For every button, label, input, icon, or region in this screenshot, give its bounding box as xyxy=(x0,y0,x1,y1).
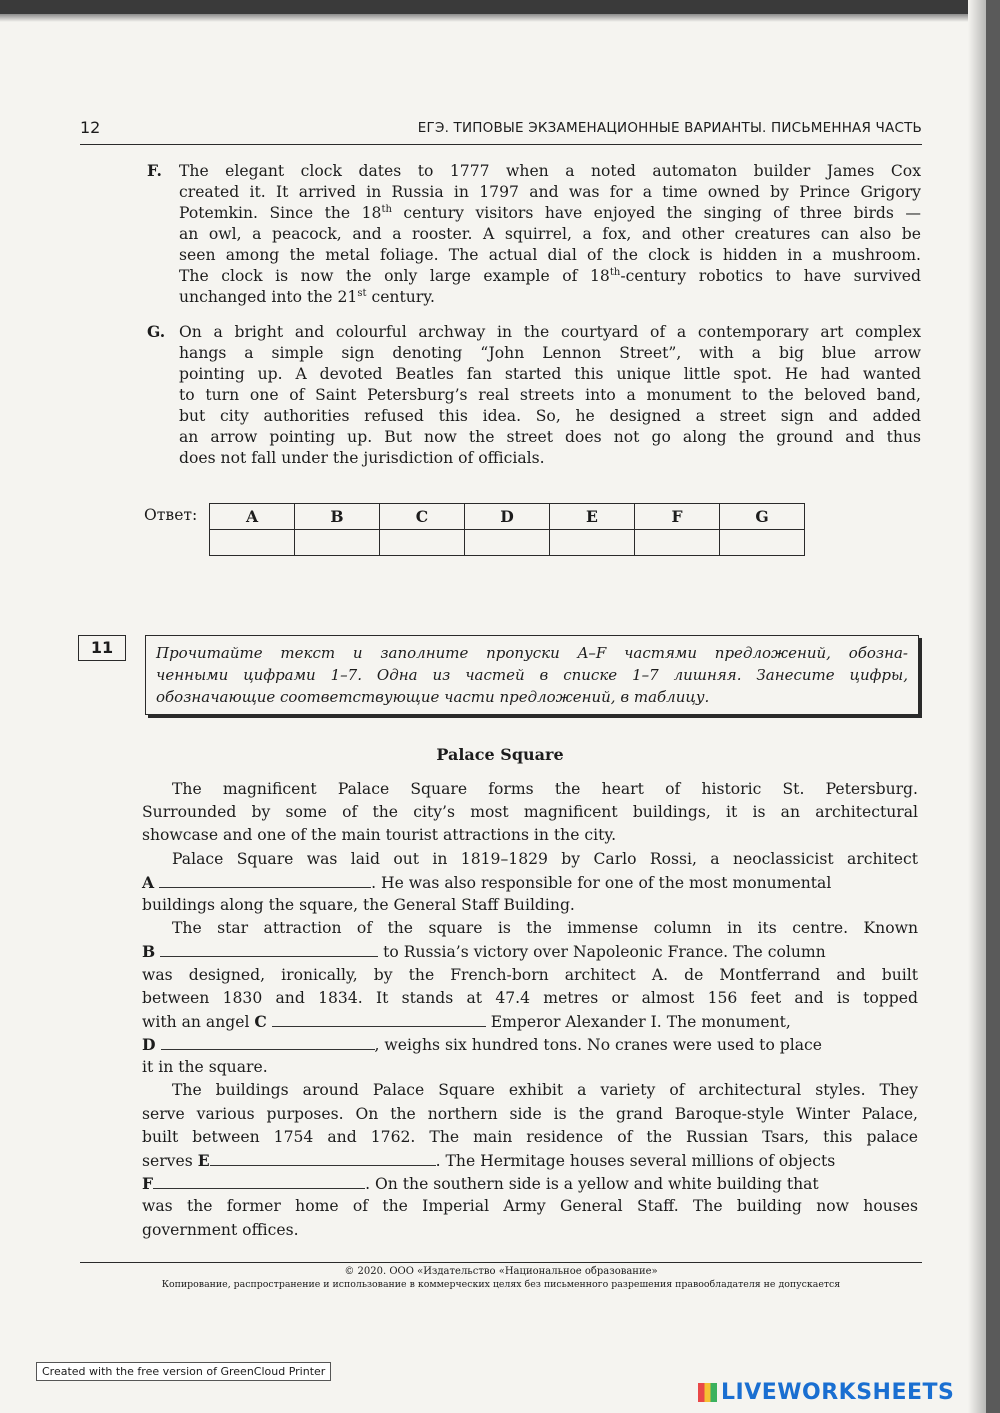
gap-label-f: F xyxy=(142,1174,154,1194)
gap-label-a: A xyxy=(142,872,155,892)
task-number-box: 11 xyxy=(78,635,126,661)
passage-line: The magnificent Palace Square forms the heart of historic St. Petersburg. xyxy=(172,780,918,798)
paragraph-g-label: G. xyxy=(147,322,166,341)
passage-text: to Russia’s victory over Napoleonic France. The column xyxy=(383,943,826,962)
gap-d-blank[interactable] xyxy=(161,1035,375,1050)
passage-line: The star attraction of the square is the immense column in its centre. Known xyxy=(172,919,918,938)
scan-edge-top xyxy=(0,0,1000,14)
passage-line: showcase and one of the main tourist attractions in the city. xyxy=(142,826,617,845)
scan-edge-right xyxy=(986,0,1000,1413)
text-title: Palace Square xyxy=(436,745,564,764)
header-title: ЕГЭ. ТИПОВЫЕ ЭКЗАМЕНАЦИОННЫЕ ВАРИАНТЫ. ПИСЬМЕННАЯ ЧАСТЬ xyxy=(417,120,922,136)
passage-line: was designed, ironically, by the French-born architect A. de Montferrand and built xyxy=(142,965,918,984)
paragraph-g-line: does not fall under the jurisdiction of officials. xyxy=(179,449,545,467)
passage-line-gap-d xyxy=(142,1033,918,1056)
instruction-line: Прочитайте текст и заполните пропуски A–F частями предложений, обозна- xyxy=(156,644,908,662)
gap-label-d: D xyxy=(142,1035,156,1055)
liveworksheets-logo xyxy=(698,1380,954,1405)
passage-text: . He was also responsible for one of the most monumental xyxy=(371,873,832,892)
gap-label-c: C xyxy=(254,1011,267,1031)
answer-cell-e[interactable] xyxy=(550,530,635,556)
answer-table-block xyxy=(144,503,812,557)
passage-text: Emperor Alexander I. The monument, xyxy=(490,1012,791,1031)
page-header xyxy=(80,116,922,145)
passage-line-gap-e xyxy=(142,1149,918,1172)
passage-text: . The Hermitage houses several millions of objects xyxy=(435,1152,836,1170)
passage-line: was the former home of the Imperial Army General Staff. The building now houses xyxy=(142,1197,918,1216)
liveworksheets-icon xyxy=(698,1383,717,1402)
paragraph-f-line: seen among the metal foliage. The actual dial of the clock is hidden in a mushroom. xyxy=(179,246,921,264)
footer-copyright: © 2020. ООО «Издательство «Национальное образование» xyxy=(344,1266,658,1277)
passage-text: , weighs six hundred tons. No cranes were used to place xyxy=(374,1036,823,1055)
paragraph-g-line: pointing up. A devoted Beatles fan started this unique little spot. He had wanted xyxy=(179,365,921,383)
answer-cell-a[interactable] xyxy=(210,530,295,556)
instruction-line: ченными цифрами 1–7. Одна из частей в списке 1–7 лишняя. Занесите цифры, xyxy=(156,666,908,684)
gap-label-b: B xyxy=(142,942,156,962)
answer-header-cell: D xyxy=(465,504,550,530)
answer-header-cell: B xyxy=(295,504,380,530)
answer-header-cell: E xyxy=(550,504,635,530)
answer-header-cell: F xyxy=(635,504,720,530)
passage-line: Surrounded by some of the city’s most magnificent buildings, it is an architectural xyxy=(142,803,918,822)
paragraph-f-label: F. xyxy=(147,161,162,180)
passage-line: government offices. xyxy=(142,1220,299,1239)
answer-label: Ответ: xyxy=(144,506,198,524)
liveworksheets-text: LIVEWORKSHEETS xyxy=(721,1380,955,1405)
paragraph-g-line: to turn one of Saint Petersburg’s real streets into a monument to the beloved band, xyxy=(179,386,921,404)
paragraph-g-line: but city authorities refused this idea. So, he designed a street sign and added xyxy=(179,407,921,425)
answer-cell-g[interactable] xyxy=(720,530,805,556)
footer-notice: Копирование, распространение и использование в коммерческих целях без письменного разрешения правообладателя не допускается xyxy=(161,1279,841,1290)
answer-table xyxy=(209,503,805,556)
passage-line: between 1830 and 1834. It stands at 47.4 metres or almost 156 feet and is topped xyxy=(142,988,918,1007)
answer-header-cell: G xyxy=(720,504,805,530)
paragraph-f-line: Potemkin. Since the 18th century visitors have enjoyed the singing of three birds — xyxy=(179,203,921,222)
answer-cell-f[interactable] xyxy=(635,530,720,556)
passage-line: it in the square. xyxy=(142,1058,268,1077)
gap-e-blank[interactable] xyxy=(210,1151,436,1166)
paragraph-g xyxy=(179,322,921,469)
passage-text: serves xyxy=(142,1152,193,1170)
passage xyxy=(142,778,918,1242)
gap-label-e: E xyxy=(197,1151,210,1170)
answer-table-input-row xyxy=(210,530,805,556)
answer-cell-c[interactable] xyxy=(380,530,465,556)
paragraph-f-line: created it. It arrived in Russia in 1797 and was for a time owned by Prince Grigory xyxy=(179,183,921,201)
task-instruction-box xyxy=(145,635,919,715)
answer-table-header-row xyxy=(210,504,805,530)
answer-header-cell: A xyxy=(210,504,295,530)
passage-line: buildings along the square, the General Staff Building. xyxy=(142,895,575,914)
answer-cell-b[interactable] xyxy=(295,530,380,556)
passage-text: . On the southern side is a yellow and white building that xyxy=(365,1175,819,1194)
greencloud-watermark: Created with the free version of GreenCloud Printer xyxy=(36,1362,331,1381)
page-footer xyxy=(80,1262,922,1290)
passage-line: The buildings around Palace Square exhibit a variety of architectural styles. They xyxy=(172,1081,918,1100)
paragraph-f-line: The elegant clock dates to 1777 when a noted automaton builder James Cox xyxy=(179,162,921,180)
paragraph-g-line: an arrow pointing up. But now the street does not go along the ground and thus xyxy=(179,428,921,446)
page-number: 12 xyxy=(80,118,101,137)
gap-b-blank[interactable] xyxy=(160,942,378,957)
passage-line-gap-a xyxy=(142,871,918,894)
passage-line: built between 1754 and 1762. The main residence of the Russian Tsars, this palace xyxy=(142,1127,918,1146)
paragraph-f-line: unchanged into the 21st century. xyxy=(179,287,435,306)
passage-text: with an angel xyxy=(142,1012,250,1031)
paragraph-f-line: an owl, a peacock, and a rooster. A squirrel, a fox, and other creatures can also be xyxy=(179,225,921,243)
passage-line: serve various purposes. On the northern side is the grand Baroque-style Winter Palace, xyxy=(142,1104,918,1123)
passage-line-gap-c xyxy=(142,1010,918,1033)
answer-header-cell: C xyxy=(380,504,465,530)
paragraph-f-line: The clock is now the only large example of 18th-century robotics to have survived xyxy=(179,266,921,285)
gap-c-blank[interactable] xyxy=(272,1012,486,1027)
gap-f-blank[interactable] xyxy=(153,1174,365,1189)
passage-line-gap-f xyxy=(142,1172,918,1195)
instruction-line: обозначающие соответствующие части предложений, в таблицу. xyxy=(156,688,710,706)
passage-line: Palace Square was laid out in 1819–1829 by Carlo Rossi, a neoclassicist architect xyxy=(172,849,918,868)
answer-cell-d[interactable] xyxy=(465,530,550,556)
paragraph-g-line: On a bright and colourful archway in the courtyard of a contemporary art complex xyxy=(179,323,921,341)
gap-a-blank[interactable] xyxy=(159,873,371,888)
paragraph-g-line: hangs a simple sign denoting “John Lennon Street”, with a big blue arrow xyxy=(179,344,921,362)
paragraph-f xyxy=(179,161,921,308)
passage-line-gap-b xyxy=(142,940,918,963)
